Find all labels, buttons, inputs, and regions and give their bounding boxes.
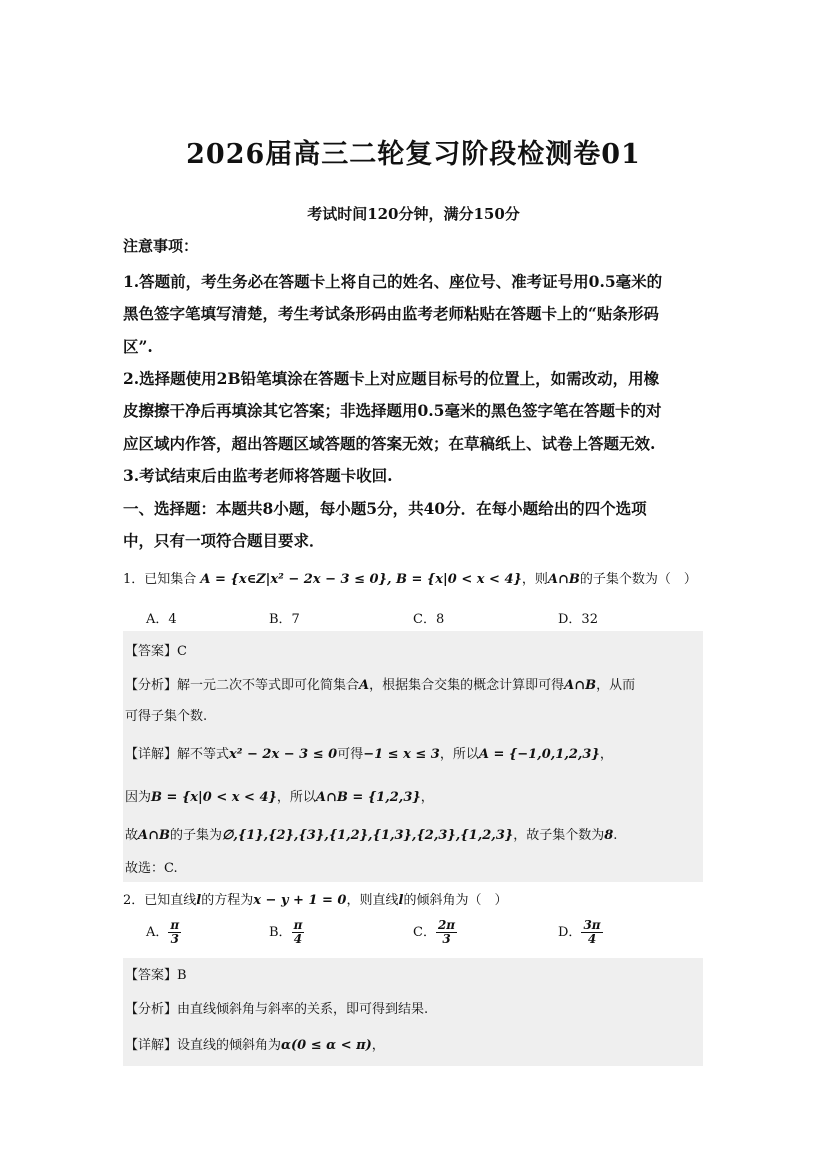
q2-prefix: 2．已知直线	[123, 893, 197, 908]
q1-detail2-b: B = {x|0 < x < 4}	[151, 790, 277, 805]
exam-duration: 考试时间120分钟，满分150分	[307, 205, 520, 223]
q2-option-d-fraction	[581, 919, 602, 946]
q2-detail-prefix: 【详解】设直线的倾斜角为	[125, 1038, 282, 1053]
q1-detail3-expr: A∩B	[138, 828, 170, 843]
q1-detail1-ineq: x² − 2x − 3 ≤ 0	[229, 747, 338, 762]
q1-set-a: A = {x∈Z|x² − 2x − 3 ≤ 0}	[200, 572, 387, 587]
notes-line: 1.答题前，考生务必在答题卡上将自己的姓名、座位号、准考证号用0.5毫米的	[123, 272, 663, 291]
q1-analysis-prefix: 【分析】解一元二次不等式即可化简集合	[125, 678, 360, 693]
q2-analysis: 【分析】由直线倾斜角与斜率的关系，即可得到结果.	[125, 1002, 429, 1017]
notes-heading: 注意事项：	[123, 237, 199, 255]
q1-detail-3	[125, 824, 617, 843]
q1-detail3-subsets: ∅,{1},{2},{3},{1,2},{1,3},{2,3},{1,2,3}	[222, 828, 514, 843]
q1-detail2-end: ，	[420, 790, 434, 805]
q1-set-b: , B = {x|0 < x < 4}	[386, 572, 522, 587]
notes-line: 3.考试结束后由监考老师将答题卡收回.	[123, 466, 393, 485]
q2-option-a-numerator: π	[170, 918, 180, 932]
q1-detail3-end: .	[613, 828, 618, 843]
q1-suffix1: ，则	[521, 572, 548, 587]
q1-prefix: 1．已知集合	[123, 572, 197, 587]
q2-option-b-fraction	[292, 919, 305, 946]
q1-analysis-a: A	[359, 678, 370, 693]
q1-detail3-mid: 的子集为	[169, 828, 222, 843]
q2-option-d-denominator: 4	[587, 932, 597, 946]
q2-option-c	[413, 919, 457, 946]
q2-option-d	[558, 919, 603, 946]
q2-option-a-fraction	[168, 919, 181, 946]
section-heading-cont: 中，只有一项符合题目要求．	[123, 531, 325, 550]
q1-detail2-mid: ，所以	[276, 790, 316, 805]
q1-detail3-mid2: ，故子集个数为	[513, 828, 605, 843]
q1-option-b: B．7	[269, 612, 300, 627]
question-1-stem	[123, 568, 697, 587]
notes-line: 区”.	[123, 337, 153, 356]
q1-analysis-expr: A∩B	[564, 678, 597, 693]
section-heading: 一、选择题：本题共8小题，每小题5分，共40分．在每小题给出的四个选项	[123, 499, 647, 518]
notes-line: 2.选择题使用2B铅笔填涂在答题卡上对应题目标号的位置上，如需改动，用橡	[123, 369, 660, 388]
notes-line: 皮擦擦干净后再填涂其它答案；非选择题用0.5毫米的黑色签字笔在答题卡的对	[123, 401, 662, 420]
q1-detail1-mid2: ，所以	[439, 747, 479, 762]
q2-option-a	[146, 919, 181, 946]
q2-detail	[125, 1034, 385, 1053]
notes-line: 黑色签字笔填写清楚，考生考试条形码由监考老师粘贴在答题卡上的“贴条形码	[123, 304, 659, 323]
q2-option-d-label: D．	[558, 925, 582, 940]
q1-detail-1	[125, 743, 613, 762]
q1-detail2-res: A∩B = {1,2,3}	[315, 790, 421, 805]
q1-analysis-cont: 可得子集个数.	[125, 709, 208, 724]
question-2-stem	[123, 889, 507, 908]
q2-option-c-label: C．	[413, 925, 436, 940]
q2-option-c-numerator: 2π	[437, 918, 456, 932]
q2-suffix: 的倾斜角为（ ）	[403, 893, 508, 908]
page-title: 2026届高三二轮复习阶段检测卷01	[186, 139, 641, 170]
q1-analysis	[125, 674, 635, 693]
q2-option-b	[269, 919, 304, 946]
q2-mid1: 的方程为	[201, 893, 254, 908]
q2-line-l2: l	[398, 893, 404, 908]
q1-detail1-set: A = {−1,0,1,2,3}	[478, 747, 600, 762]
q1-option-d: D．32	[558, 612, 598, 627]
q1-suffix2: 的子集个数为（ ）	[579, 572, 697, 587]
q2-option-a-denominator: 3	[170, 932, 179, 946]
q1-expr: A∩B	[547, 572, 580, 587]
q2-answer: 【答案】B	[125, 968, 187, 983]
q2-option-c-fraction	[436, 919, 457, 946]
q1-option-c: C．8	[413, 612, 445, 627]
q2-option-d-numerator: 3π	[583, 918, 601, 932]
q1-detail1-range: −1 ≤ x ≤ 3	[363, 747, 440, 762]
q1-analysis-suffix: ，从而	[596, 678, 636, 693]
q2-option-b-label: B．	[269, 925, 292, 940]
q2-option-b-denominator: 4	[293, 932, 303, 946]
q1-analysis-mid: ，根据集合交集的概念计算即可得	[369, 678, 565, 693]
q1-detail1-mid: 可得	[337, 747, 364, 762]
q1-choice: 故选：C.	[125, 861, 178, 876]
q2-mid2: ，则直线	[346, 893, 399, 908]
q2-option-b-numerator: π	[293, 918, 303, 932]
notes-line: 应区域内作答，超出答题区域答题的答案无效；在草稿纸上、试卷上答题无效.	[123, 434, 656, 453]
q1-detail2-prefix: 因为	[125, 790, 152, 805]
q2-equation: x − y + 1 = 0	[253, 893, 347, 908]
q1-detail1-end: ，	[599, 747, 613, 762]
q2-detail-expr: α(0 ≤ α < π)	[281, 1038, 372, 1053]
q1-detail-2	[125, 786, 434, 805]
q1-answer: 【答案】C	[125, 644, 187, 659]
q1-option-a: A．4	[146, 612, 177, 627]
q2-option-c-denominator: 3	[442, 932, 451, 946]
q1-detail3-prefix: 故	[125, 828, 139, 843]
q1-detail1-prefix: 【详解】解不等式	[125, 747, 230, 762]
q2-detail-end: ，	[371, 1038, 385, 1053]
q2-option-a-label: A．	[146, 925, 169, 940]
q2-line-l: l	[196, 893, 202, 908]
q1-detail3-count: 8	[604, 828, 614, 843]
